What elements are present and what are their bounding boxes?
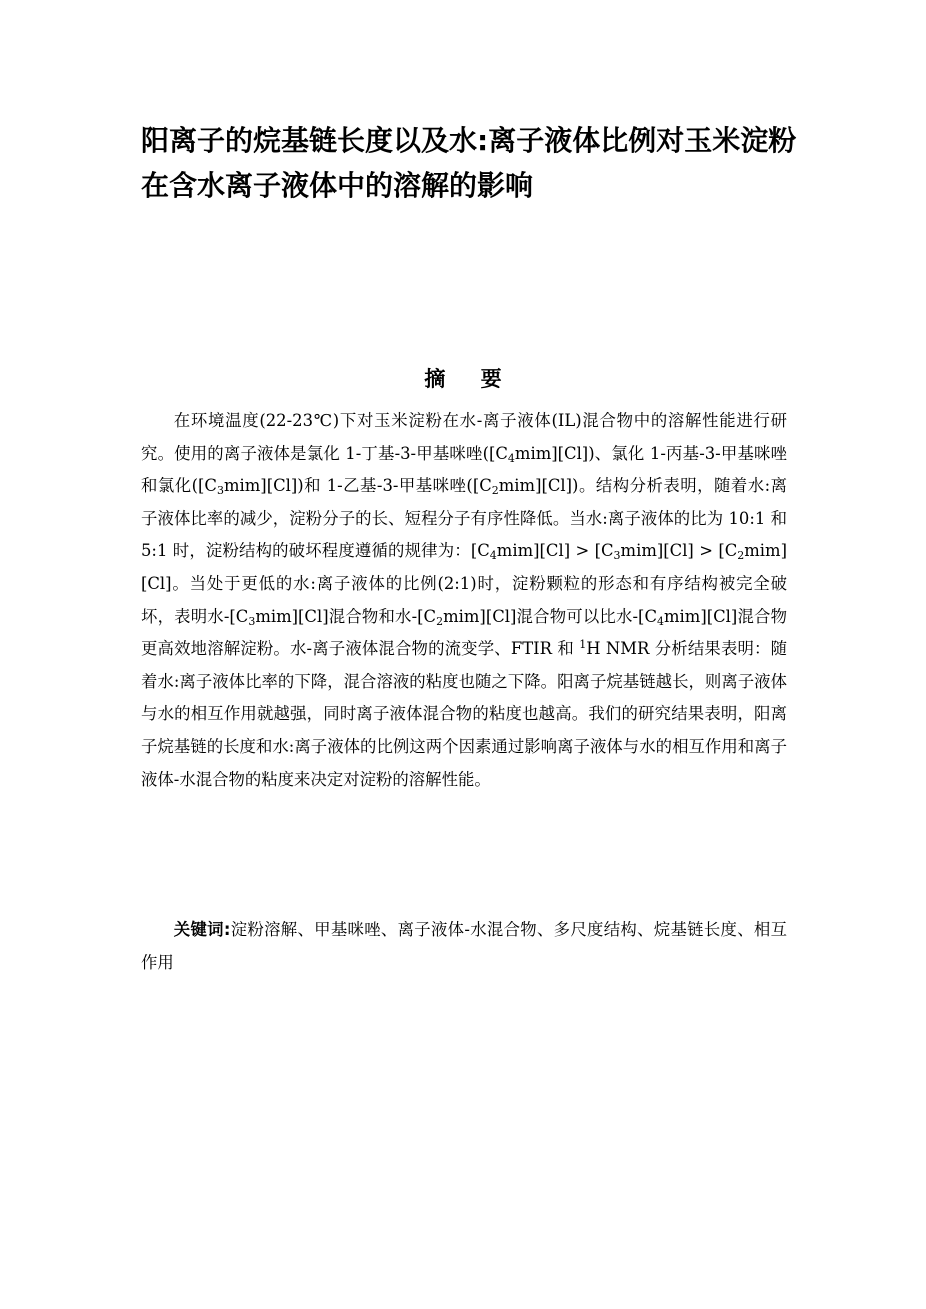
subscript: 4 [507, 451, 515, 465]
abstract-body [141, 405, 787, 796]
keywords-label: 关键词: [173, 920, 231, 939]
abstract-text-run: 在环境温度(22-23℃)下对玉米淀粉在水-离子液体(IL)混合物中的溶解性能进行研究。使用的离子液体是氯化 1-丁基-3-甲基咪唑([C [141, 411, 787, 463]
keywords-text: 淀粉溶解、甲基咪唑、离子液体-水混合物、多尺度结构、烷基链长度、相互作用 [141, 920, 787, 972]
abstract-text-run: mim][Cl])。结构分析表明，随着水:离子液体比率的减少，淀粉分子的长、短程分子有序性降低。当水:离子液体的比为 10:1 和 5:1 时，淀粉结构的破坏程度遵循的规律为：[C [141, 476, 787, 561]
subscript: 2 [436, 614, 444, 628]
subscript: 4 [489, 549, 497, 563]
paper-title: 阳离子的烷基链长度以及水:离子液体比例对玉米淀粉在含水离子液体中的溶解的影响 [141, 124, 797, 202]
abstract-text-run: mim][Cl])、氯化 1-丙基-3-甲基咪唑和氯化([C [141, 443, 787, 496]
abstract-text-run: mim][Cl]混合物更高效地溶解淀粉。水-离子液体混合物的流变学、FTIR 和 [141, 606, 787, 659]
subscript: 3 [613, 549, 621, 563]
abstract-text-run: H NMR 分析结果表明：随着水:离子液体比率的下降，混合溶液的粘度也随之下降。阳离子烷基链越长，则离子液体与水的相互作用就越强，同时离子液体混合物的粘度也越高。我们的研究结果表明，阳离子烷基链的长度和水:离子液体的比例这两个因素通过影响离子液体与水的相互作用和离子液体-水混合物的粘度来决定对淀粉的溶解性能。 [141, 639, 788, 789]
abstract-text-run: mim][Cl]。当处于更低的水:离子液体的比例(2:1)时，淀粉颗粒的形态和有序结构被完全破坏，表明水-[C [141, 541, 787, 626]
subscript: 2 [737, 549, 745, 563]
subscript: 4 [657, 614, 664, 628]
abstract-text-run: mim][Cl]混合物和水-[C [255, 606, 437, 626]
subscript: 2 [491, 484, 499, 498]
keywords-paragraph [141, 914, 787, 979]
abstract-text-run: mim][Cl])和 1-乙基-3-甲基咪唑([C [223, 476, 492, 496]
superscript: 1 [579, 638, 587, 652]
subscript: 3 [216, 484, 224, 498]
abstract-text-run: mim][Cl] > [C [496, 541, 614, 561]
subscript: 3 [248, 614, 256, 628]
abstract-heading: 摘 要 [424, 367, 516, 391]
abstract-text-run: mim][Cl]混合物可以比水-[C [443, 606, 657, 626]
abstract-text-run: mim][Cl] > [C [620, 541, 738, 561]
